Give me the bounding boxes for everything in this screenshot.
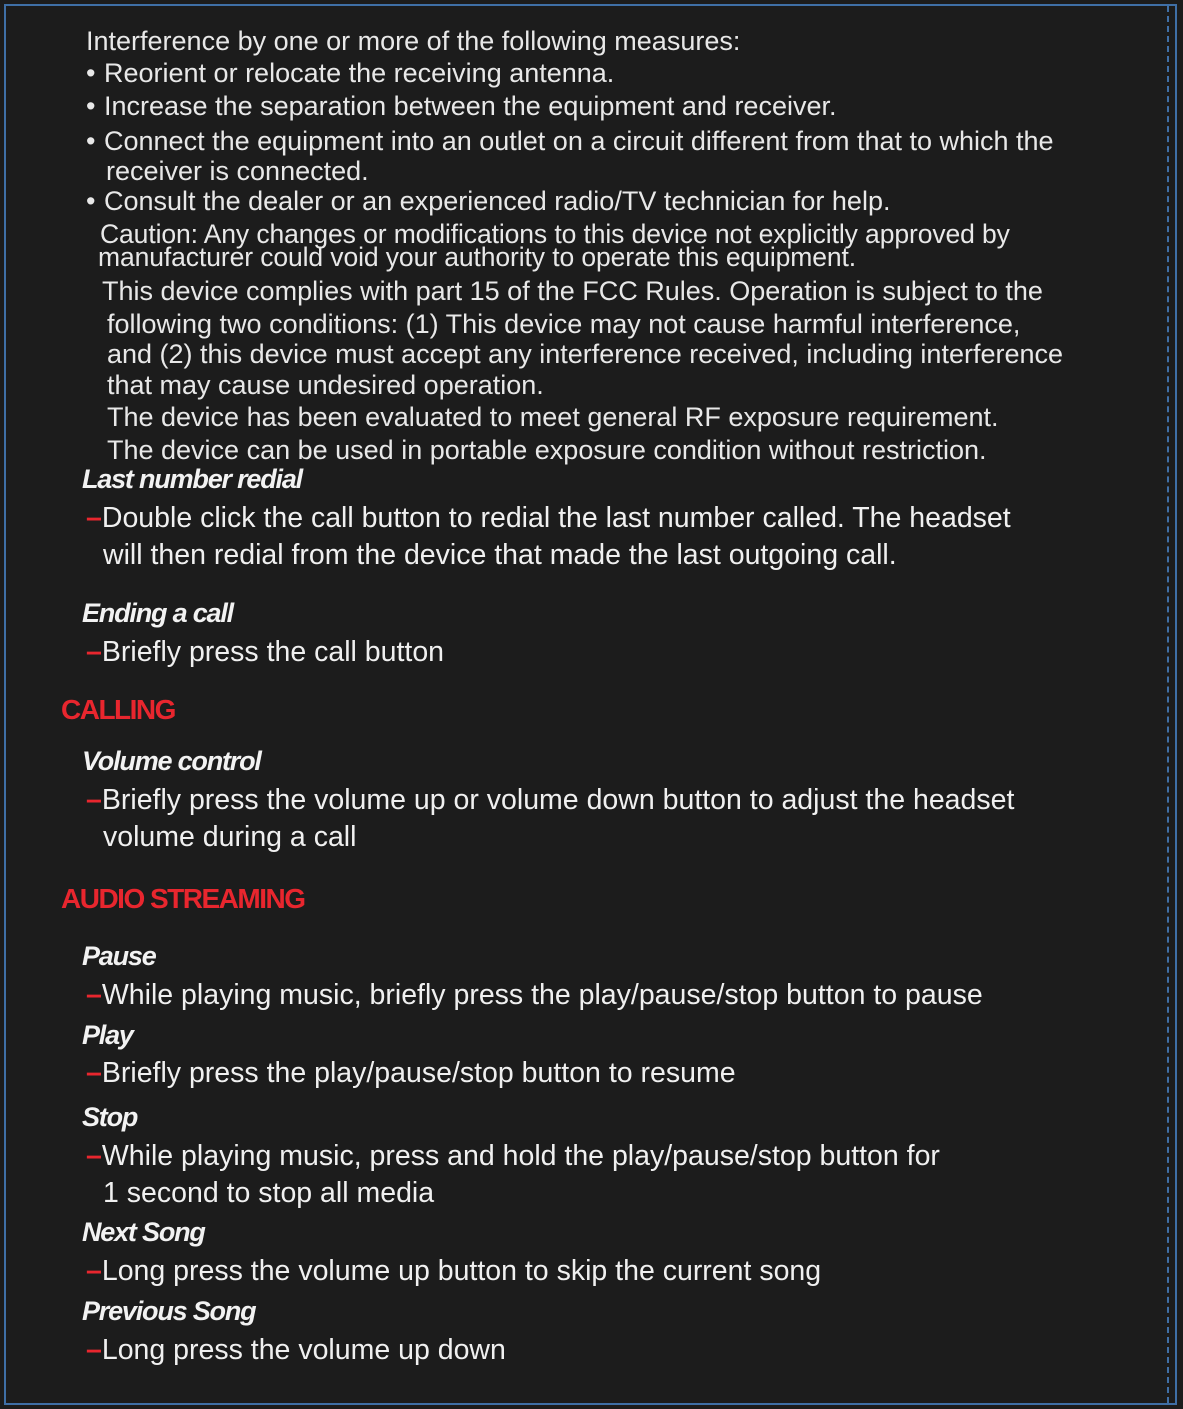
fcc-caution-line-1: Caution: Any changes or modifications to this device not explicitly approved by <box>100 219 1010 249</box>
fcc-part15-line-3: and (2) this device must accept any interference received, including interference <box>107 339 1064 369</box>
category-title-calling: CALLING <box>61 694 175 725</box>
category-title-audio-streaming: AUDIO STREAMING <box>61 883 305 914</box>
fcc-part15-line-4: that may cause undesired operation. <box>107 370 544 400</box>
section-heading-stop: Stop <box>82 1102 138 1132</box>
instruction-line: volume during a call <box>103 821 357 853</box>
instruction-line: While playing music, briefly press the play/pause/stop button to pause <box>101 979 983 1011</box>
dash-marker: – <box>86 1057 102 1089</box>
fcc-rf-line-2: The device can be used in portable exposure condition without restriction. <box>107 435 987 465</box>
instruction-line: Long press the volume up button to skip the current song <box>101 1255 822 1287</box>
instruction-line: While playing music, press and hold the play/pause/stop button for <box>101 1140 940 1172</box>
stop-text <box>86 1138 940 1212</box>
dash-marker: – <box>86 1140 102 1172</box>
fcc-statement <box>86 26 1171 465</box>
fcc-part15-line-1: This device complies with part 15 of the FCC Rules. Operation is subject to the <box>102 276 1043 306</box>
instruction-line: Briefly press the volume up or volume down button to adjust the headset <box>101 784 1015 816</box>
section-heading-last-number-redial: Last number redial <box>82 464 302 494</box>
fcc-caution-line-2: manufacturer could void your authority to operate this equipment. <box>98 242 857 272</box>
instruction-line: will then redial from the device that made the last outgoing call. <box>103 539 897 571</box>
dash-marker: – <box>86 1255 102 1287</box>
pause-text <box>86 977 983 1014</box>
fcc-rf-line-1: The device has been evaluated to meet general RF exposure requirement. <box>107 402 999 432</box>
fcc-bullet-4: • Consult the dealer or an experienced radio/TV technician for help. <box>86 186 1171 216</box>
section-heading-volume-control: Volume control <box>82 746 261 776</box>
dash-marker: – <box>86 979 102 1011</box>
fcc-bullet-3-cont: receiver is connected. <box>106 156 369 186</box>
last-number-redial-text <box>86 500 1011 574</box>
dash-marker: – <box>86 1334 102 1366</box>
next-song-text <box>86 1253 821 1290</box>
previous-song-text <box>86 1332 506 1369</box>
ending-a-call-text <box>86 634 444 671</box>
instruction-line: Briefly press the call button <box>101 636 445 668</box>
fcc-bullet-1: • Reorient or relocate the receiving antenna. <box>86 58 1171 88</box>
instruction-line: Briefly press the play/pause/stop button to resume <box>101 1057 736 1089</box>
dash-marker: – <box>86 636 102 668</box>
volume-control-text <box>86 782 1014 856</box>
fcc-bullet-2: • Increase the separation between the equipment and receiver. <box>86 91 1171 121</box>
section-heading-pause: Pause <box>82 941 156 971</box>
fcc-bullet-3: • Connect the equipment into an outlet on a circuit different from that to which the <box>86 126 1171 156</box>
fcc-part15-line-2: following two conditions: (1) This device may not cause harmful interference, <box>107 309 1021 339</box>
section-heading-ending-a-call: Ending a call <box>82 598 233 628</box>
instruction-line: 1 second to stop all media <box>103 1177 435 1209</box>
section-heading-play: Play <box>82 1020 133 1050</box>
dash-marker: – <box>86 502 102 534</box>
fcc-intro: Interference by one or more of the following measures: <box>86 26 741 56</box>
section-heading-next-song: Next Song <box>82 1217 205 1247</box>
instruction-line: Long press the volume up down <box>101 1334 506 1366</box>
play-text <box>86 1055 736 1092</box>
section-heading-previous-song: Previous Song <box>82 1296 256 1326</box>
instruction-line: Double click the call button to redial the last number called. The headset <box>101 502 1011 534</box>
dash-marker: – <box>86 784 102 816</box>
